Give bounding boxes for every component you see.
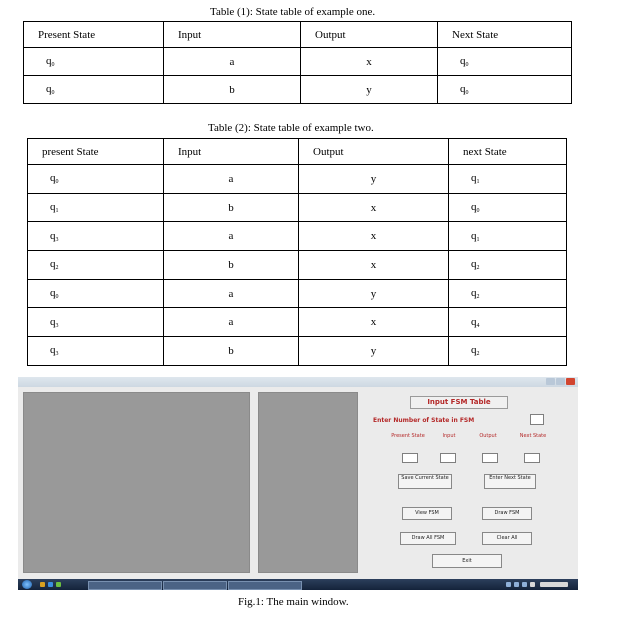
state-symbol: q — [471, 229, 477, 242]
present-state-field[interactable] — [402, 453, 418, 463]
table2-caption: Table (2): State table of example two. — [208, 122, 374, 134]
input-cell: b — [164, 193, 299, 222]
next-state-header: Next State — [519, 433, 547, 439]
output-cell: y — [299, 165, 449, 194]
present-state-cell — [28, 308, 164, 337]
state-subscript: 2 — [476, 351, 480, 358]
next-state-cell — [449, 251, 567, 280]
maximize-icon[interactable] — [556, 378, 565, 385]
state-symbol: q — [471, 287, 477, 300]
input-cell: a — [164, 165, 299, 194]
state-subscript: 0 — [465, 62, 469, 68]
output-header: Output — [479, 433, 497, 439]
tray-icon[interactable] — [514, 582, 519, 587]
state-subscript: 0 — [51, 90, 55, 96]
fsm-drawing-panel — [23, 392, 250, 573]
tray-icon[interactable] — [530, 582, 535, 587]
output-cell: x — [299, 193, 449, 222]
state-subscript: 1 — [476, 236, 480, 243]
table-header-row — [28, 139, 567, 165]
state-symbol: q — [50, 258, 56, 271]
input-header: Input — [442, 433, 456, 439]
state-symbol: q — [471, 315, 477, 328]
input-cell: a — [164, 279, 299, 308]
present-state-cell — [28, 193, 164, 222]
state-symbol: q — [50, 287, 56, 300]
number-of-states-field[interactable] — [530, 414, 544, 425]
state-subscript: 0 — [476, 208, 480, 215]
quick-launch-icon[interactable] — [40, 582, 45, 587]
present-state-cell — [24, 48, 164, 76]
state-symbol: q — [50, 344, 56, 357]
next-state-cell — [449, 193, 567, 222]
state-subscript: 2 — [476, 265, 480, 272]
taskbar-item[interactable] — [88, 581, 162, 590]
present-state-cell — [28, 165, 164, 194]
state-table-two — [27, 138, 567, 366]
table-row — [28, 251, 567, 280]
present-state-header: present State — [28, 139, 164, 165]
state-subscript: 1 — [55, 208, 59, 215]
enter-number-label: Enter Number of State in FSM — [373, 417, 475, 424]
state-symbol: q — [471, 344, 477, 357]
table-row — [24, 48, 572, 76]
next-state-cell — [449, 279, 567, 308]
save-current-state-button[interactable]: Save Current State — [398, 474, 452, 489]
state-symbol: q — [50, 172, 56, 185]
state-symbol: q — [50, 229, 56, 242]
main-window-screenshot — [18, 377, 578, 590]
state-subscript: 3 — [55, 322, 59, 329]
input-header: Input — [164, 139, 299, 165]
output-field[interactable] — [482, 453, 498, 463]
table-row — [28, 193, 567, 222]
output-cell: y — [299, 279, 449, 308]
output-cell: x — [301, 48, 438, 76]
input-cell: b — [164, 251, 299, 280]
taskbar-item[interactable] — [228, 581, 302, 590]
state-symbol: q — [46, 55, 52, 67]
next-state-cell — [449, 222, 567, 251]
table-row — [28, 337, 567, 366]
state-subscript: 1 — [476, 179, 480, 186]
table-header-row — [24, 22, 572, 48]
table-row — [28, 222, 567, 251]
state-subscript: 0 — [55, 294, 59, 301]
state-symbol: q — [460, 83, 466, 95]
state-subscript: 3 — [55, 351, 59, 358]
input-cell: a — [164, 222, 299, 251]
quick-launch-icon[interactable] — [48, 582, 53, 587]
state-subscript: 2 — [476, 294, 480, 301]
quick-launch-icon[interactable] — [56, 582, 61, 587]
input-cell: b — [164, 76, 301, 104]
state-table-one — [23, 21, 572, 104]
state-subscript: 4 — [476, 322, 480, 329]
present-state-cell — [28, 337, 164, 366]
present-state-cell — [28, 222, 164, 251]
state-symbol: q — [50, 201, 56, 214]
input-fsm-table-button[interactable]: Input FSM Table — [410, 396, 508, 409]
output-cell: y — [301, 76, 438, 104]
state-subscript: 2 — [55, 265, 59, 272]
state-subscript: 0 — [51, 62, 55, 68]
table-row — [28, 165, 567, 194]
tray-icon[interactable] — [522, 582, 527, 587]
present-state-header: Present State — [391, 433, 425, 439]
next-state-cell — [449, 165, 567, 194]
table-row — [24, 76, 572, 104]
output-header: Output — [299, 139, 449, 165]
state-symbol: q — [471, 201, 477, 214]
present-state-cell — [24, 76, 164, 104]
next-state-header: Next State — [438, 22, 572, 48]
output-cell: y — [299, 337, 449, 366]
minimize-icon[interactable] — [546, 378, 555, 385]
state-symbol: q — [460, 55, 466, 67]
window-titlebar — [18, 377, 578, 387]
output-header: Output — [301, 22, 438, 48]
input-cell: a — [164, 48, 301, 76]
view-fsm-button[interactable]: View FSM — [402, 507, 452, 520]
next-state-header: next State — [449, 139, 567, 165]
input-cell: b — [164, 337, 299, 366]
clear-all-button[interactable]: Clear All — [482, 532, 532, 545]
output-cell: x — [299, 308, 449, 337]
state-subscript: 3 — [55, 236, 59, 243]
input-cell: a — [164, 308, 299, 337]
state-symbol: q — [46, 83, 52, 95]
exit-button[interactable]: Exit — [432, 554, 502, 568]
table-row — [28, 308, 567, 337]
taskbar-item[interactable] — [163, 581, 227, 590]
figure-caption: Fig.1: The main window. — [238, 596, 349, 608]
next-state-cell — [449, 308, 567, 337]
input-header: Input — [164, 22, 301, 48]
state-symbol: q — [50, 315, 56, 328]
state-subscript: 0 — [465, 90, 469, 96]
next-state-cell — [449, 337, 567, 366]
table-row — [28, 279, 567, 308]
tray-icon[interactable] — [506, 582, 511, 587]
fsm-table-panel — [258, 392, 358, 573]
next-state-cell — [438, 48, 572, 76]
input-field[interactable] — [440, 453, 456, 463]
output-cell: x — [299, 222, 449, 251]
output-cell: x — [299, 251, 449, 280]
state-symbol: q — [471, 258, 477, 271]
present-state-header: Present State — [24, 22, 164, 48]
draw-fsm-button[interactable]: Draw FSM — [482, 507, 532, 520]
draw-all-fsm-button[interactable]: Draw All FSM — [400, 532, 456, 545]
close-icon[interactable] — [566, 378, 575, 385]
present-state-cell — [28, 279, 164, 308]
state-subscript: 0 — [55, 179, 59, 186]
state-symbol: q — [471, 172, 477, 185]
present-state-cell — [28, 251, 164, 280]
start-orb-icon[interactable] — [22, 580, 32, 589]
table1-caption: Table (1): State table of example one. — [210, 6, 376, 18]
next-state-field[interactable] — [524, 453, 540, 463]
enter-next-state-button[interactable]: Enter Next State — [484, 474, 536, 489]
taskbar — [18, 579, 578, 590]
clock-display[interactable] — [540, 582, 568, 587]
next-state-cell — [438, 76, 572, 104]
